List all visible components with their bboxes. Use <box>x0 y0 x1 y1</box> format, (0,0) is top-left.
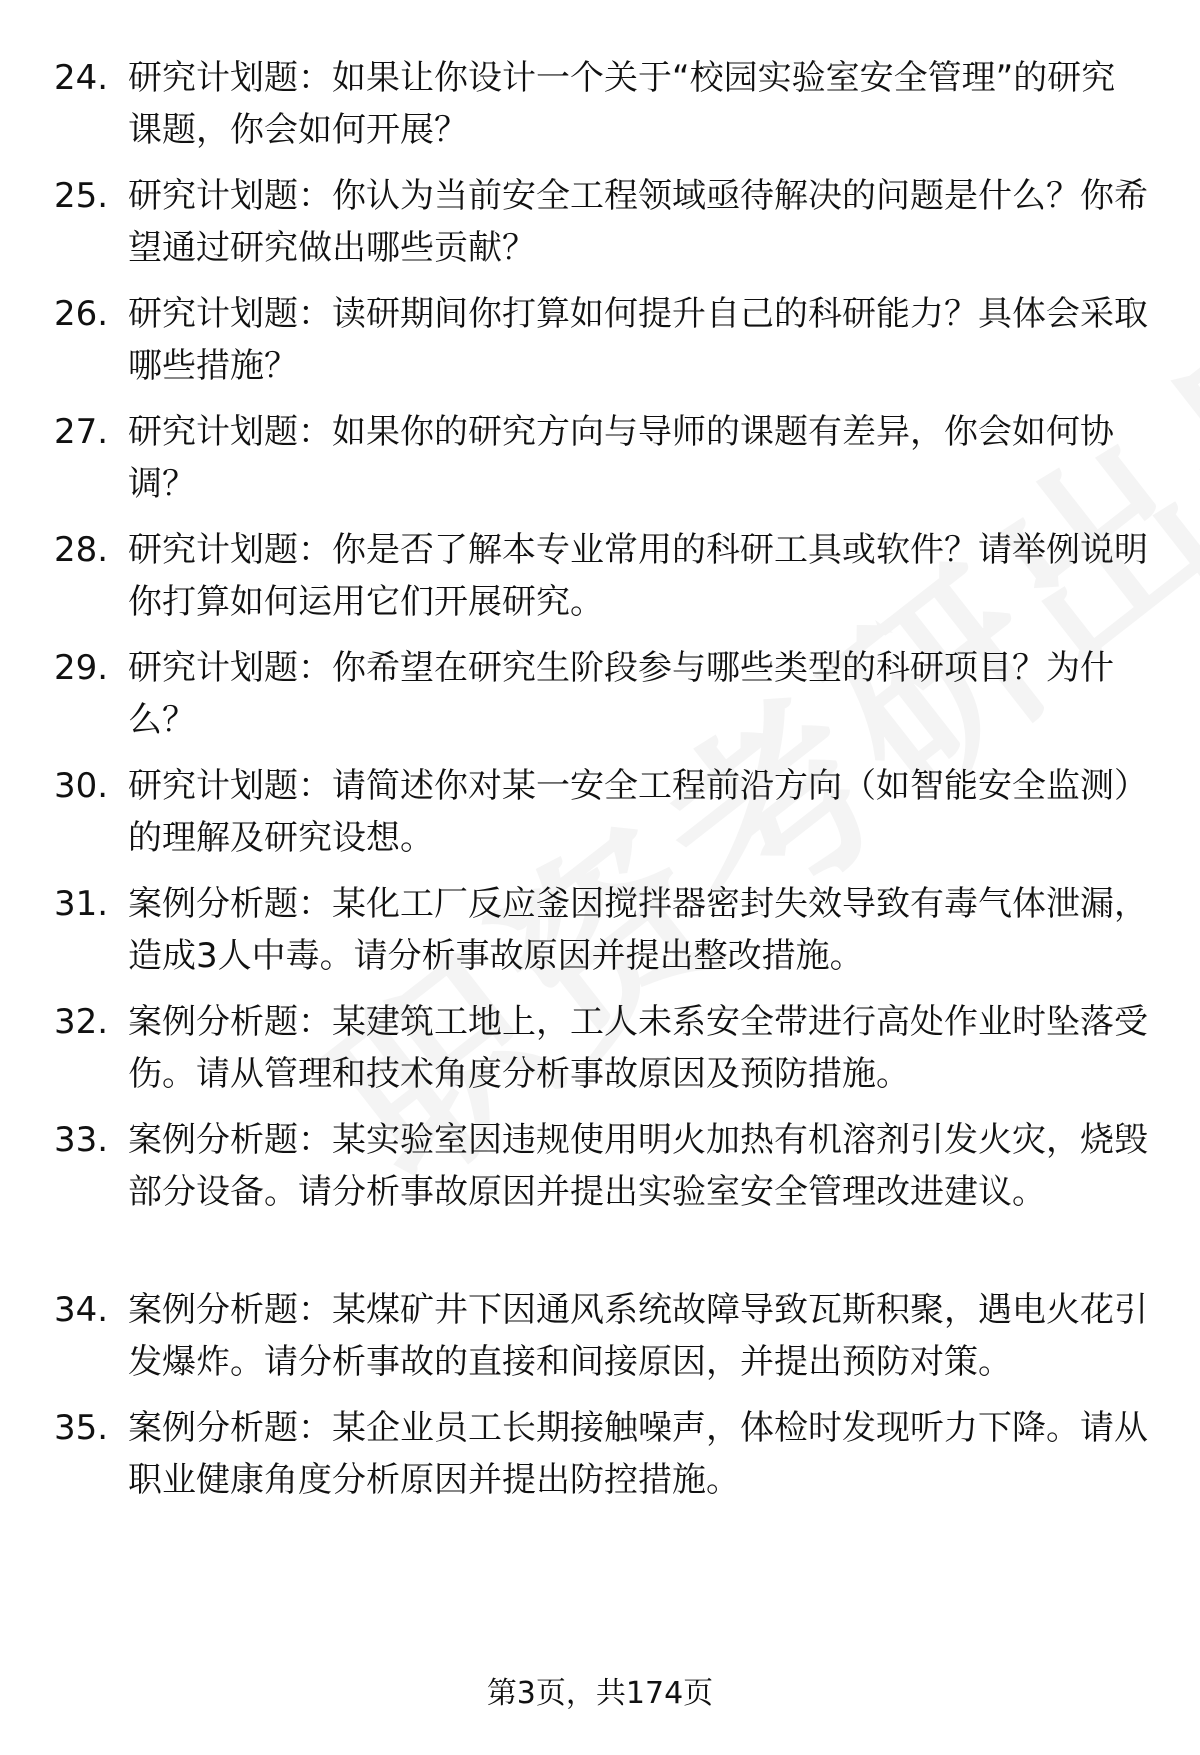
question-number: 25. <box>54 176 109 216</box>
question-number: 32. <box>54 1002 109 1042</box>
question-number: 24. <box>54 58 109 98</box>
question-text: 研究计划题：如果让你设计一个关于“校园实验室安全管理”的研究课题，你会如何开展？ <box>128 58 1116 150</box>
question-number: 34. <box>54 1290 109 1330</box>
question-text: 研究计划题：你是否了解本专业常用的科研工具或软件？请举例说明你打算如何运用它们开展研究。 <box>128 530 1148 622</box>
question-number: 30. <box>54 766 109 806</box>
question-text: 案例分析题：某煤矿井下因通风系统故障导致瓦斯积聚，遇电火花引发爆炸。请分析事故的直接和间接原因，并提出预防对策。 <box>128 1290 1148 1382</box>
question-number: 33. <box>54 1120 109 1160</box>
question-text: 案例分析题：某化工厂反应釜因搅拌器密封失效导致有毒气体泄漏，造成3人中毒。请分析事故原因并提出整改措施。 <box>128 884 1148 976</box>
question-text: 案例分析题：某建筑工地上，工人未系安全带进行高处作业时坠落受伤。请从管理和技术角度分析事故原因及预防措施。 <box>128 1002 1148 1094</box>
question-number: 35. <box>54 1408 109 1448</box>
question-number: 31. <box>54 884 109 924</box>
question-text: 案例分析题：某实验室因违规使用明火加热有机溶剂引发火灾，烧毁部分设备。请分析事故原因并提出实验室安全管理改进建议。 <box>128 1120 1148 1212</box>
question-number: 26. <box>54 294 109 334</box>
question-number: 28. <box>54 530 109 570</box>
question-text: 案例分析题：某企业员工长期接触噪声，体检时发现听力下降。请从职业健康角度分析原因并提出防控措施。 <box>128 1408 1148 1500</box>
question-text: 研究计划题：读研期间你打算如何提升自己的科研能力？具体会采取哪些措施？ <box>128 294 1148 386</box>
page-number: 第3页，共174页 <box>486 1676 714 1711</box>
question-text: 研究计划题：你希望在研究生阶段参与哪些类型的科研项目？为什么？ <box>128 648 1114 740</box>
question-number: 29. <box>54 648 109 688</box>
question-text: 研究计划题：如果你的研究方向与导师的课题有差异，你会如何协调？ <box>128 412 1114 504</box>
question-number: 27. <box>54 412 109 452</box>
question-text: 研究计划题：请简述你对某一安全工程前沿方向（如智能安全监测）的理解及研究设想。 <box>128 766 1148 858</box>
question-text: 研究计划题：你认为当前安全工程领域亟待解决的问题是什么？你希望通过研究做出哪些贡献？ <box>128 176 1148 268</box>
